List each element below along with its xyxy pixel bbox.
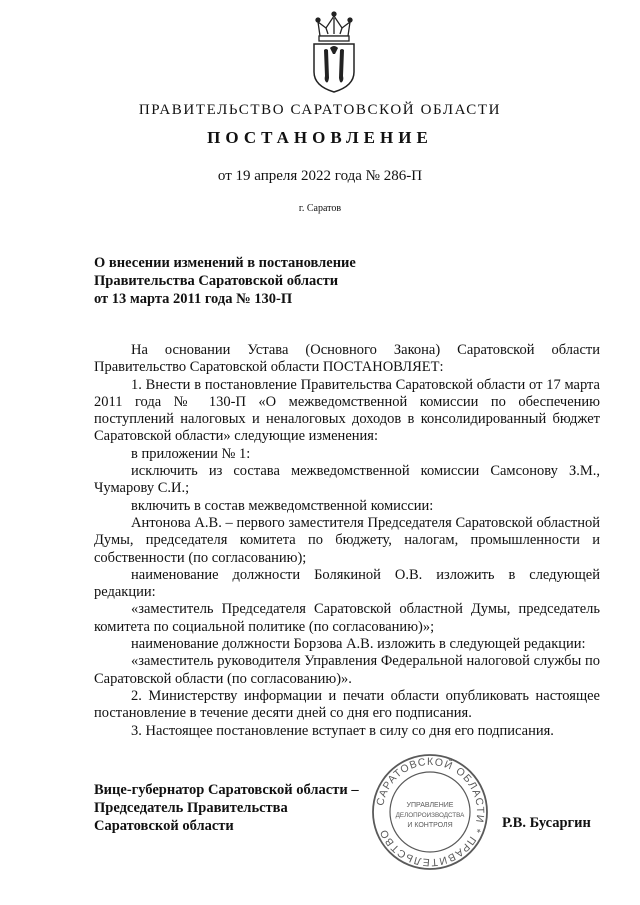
subject-line: Правительства Саратовской области [94, 273, 339, 289]
coat-of-arms-icon [302, 10, 366, 94]
paragraph-item-2: 2. Министерству информации и печати области опубликовать настоящее постановление в течение десяти дней со дня его подписания. [94, 687, 600, 722]
document-body [94, 342, 600, 740]
seal-line: ДЕЛОПРОИЗВОДСТВА [395, 812, 465, 819]
paragraph-boliakina: наименование должности Болякиной О.В. изложить в следующей редакции: [94, 566, 600, 601]
seal-line: И КОНТРОЛЯ [407, 822, 453, 829]
paragraph-preamble: На основании Устава (Основного Закона) Саратовской области Правительство Саратовской области ПОСТАНОВЛЯЕТ: [94, 342, 600, 376]
subject-line: О внесении изменений в постановление [94, 255, 356, 271]
date-and-number: от 19 апреля 2022 года № 286-П [217, 168, 423, 184]
paragraph-item-1: 1. Внести в постановление Правительства Саратовской области от 17 марта 2011 года № 130-П «О межведомственной комиссии по обеспечению поступлений налоговых и неналоговых доходов в консолидированный бюджет Саратовской области» следующие изменения: [94, 376, 600, 445]
position-line: Председатель Правительства [94, 800, 288, 816]
position-line: Саратовской области [94, 818, 234, 834]
paragraph-borzov-title: «заместитель руководителя Управления Федеральной налоговой службы по Саратовской области (по согласованию)». [94, 653, 600, 687]
seal-line: УПРАВЛЕНИЕ [406, 802, 454, 809]
paragraph-boliakina-title: «заместитель Председателя Саратовской областной Думы, председатель комитета по социальной политике (по согласованию)»; [94, 601, 600, 635]
paragraph-include: включить в состав межведомственной комиссии: [131, 497, 434, 514]
official-seal [370, 752, 490, 872]
government-name: ПРАВИТЕЛЬСТВО САРАТОВСКОЙ ОБЛАСТИ [138, 102, 502, 118]
subject-line: от 13 марта 2011 года № 130-П [94, 291, 293, 307]
paragraph-appendix: в приложении № 1: [131, 445, 251, 462]
city: г. Саратов [298, 203, 342, 214]
seal-ring-text: САРАТОВСКОЙ ОБЛАСТИ * ПРАВИТЕЛЬСТВО [374, 755, 487, 869]
paragraph-antonov: Антонова А.В. – первого заместителя Председателя Саратовской областной Думы, председателя комитета по бюджету, налогам, промышленности и собственности (по согласованию); [94, 514, 600, 566]
signatory-name: Р.В. Бусаргин [502, 815, 591, 831]
paragraph-borzov: наименование должности Борзова А.В. изложить в следующей редакции: [131, 636, 586, 653]
document-type: ПОСТАНОВЛЕНИЕ [207, 128, 433, 147]
document-subject [94, 254, 414, 308]
paragraph-exclude: исключить из состава межведомственной комиссии Самсонову З.М., Чумарову С.И.; [94, 463, 600, 497]
signatory-position [94, 781, 394, 835]
position-line: Вице-губернатор Саратовской области – [94, 782, 359, 798]
paragraph-item-3: 3. Настоящее постановление вступает в силу со дня его подписания. [131, 722, 554, 739]
